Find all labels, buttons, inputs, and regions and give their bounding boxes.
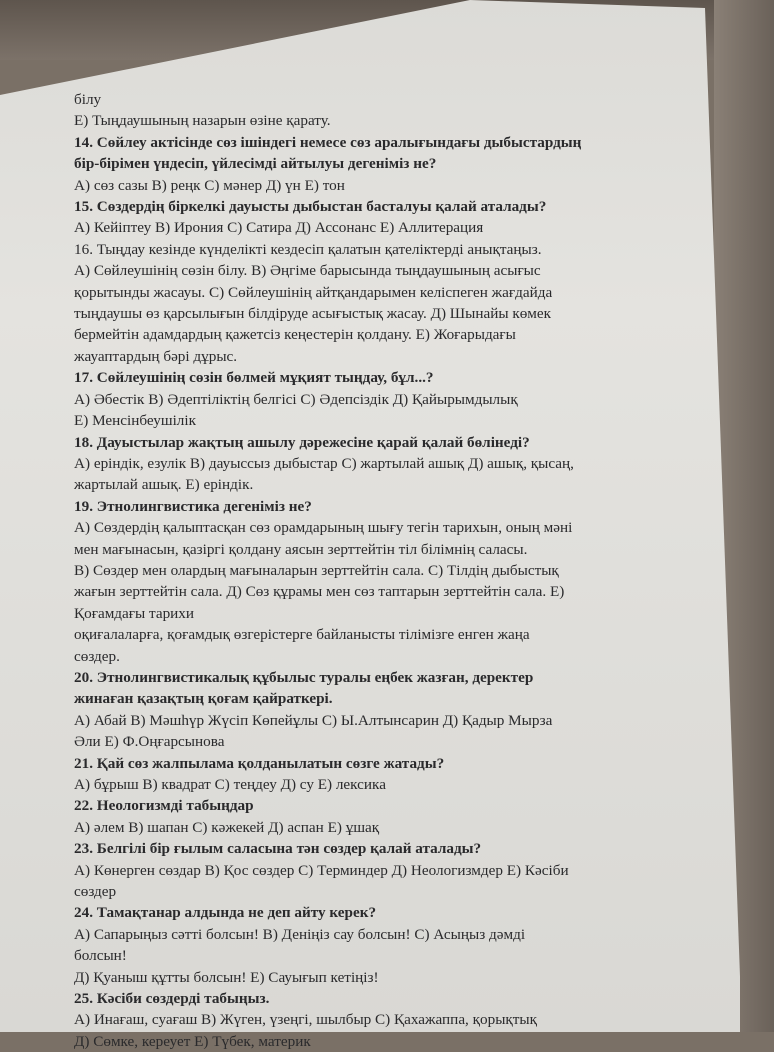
text-line: жартылай ашық. Е) еріндік. — [74, 476, 254, 494]
text-line: болсын! — [74, 947, 127, 965]
text-line: А) Сөздердің қалыптасқан сөз орамдарының шығу тегін тарихын, оның мәні — [74, 519, 573, 537]
text-line: А) Көнерген сөздар В) Қос сөздер С) Терминдер Д) Неологизмдер Е) Кәсіби — [74, 861, 569, 879]
text-line: Д) Сөмке, кереует Е) Түбек, материк — [74, 1032, 311, 1050]
text-line: В) Сөздер мен олардың мағыналарын зерттейтін сала. С) Тілдің дыбыстық — [74, 561, 559, 579]
text-line: А) Сөйлеушінің сөзін білу. В) Әңгіме барысында тыңдаушының асығыс — [74, 262, 541, 280]
text-line: бермейтін адамдардың қажетсіз кеңестерін қолдану. Е) Жоғарыдағы — [74, 326, 516, 344]
text-line: А) сөз сазы В) реңк С) мәнер Д) үн Е) тон — [74, 176, 345, 194]
question-line: 19. Этнолингвистика дегеніміз не? — [74, 497, 312, 515]
text-line: жауаптардың бәрі дұрыс. — [74, 347, 238, 365]
text-line: А) әлем В) шапан С) кәжекей Д) аспан Е) ұшақ — [74, 818, 380, 836]
text-line: сөздер — [74, 883, 117, 901]
text-line: А) бұрыш В) квадрат С) теңдеу Д) су Е) лексика — [74, 776, 386, 793]
text-line: қорытынды жасауы. С) Сөйлеушінің айтқандарымен келіспеген жағдайда — [74, 283, 553, 301]
question-line: 15. Сөздердің біркелкі дауысты дыбыстан басталуы қалай аталады? — [74, 198, 547, 216]
text-line: Д) Қуаныш құтты болсын! Е) Сауығып кетіңіз! — [74, 968, 379, 986]
document-text — [74, 89, 664, 1052]
text-line: А) Әбестік В) Әдептіліктің белгісі С) Әдепсіздік Д) Қайырымдылық — [74, 390, 518, 408]
question-line: 24. Тамақтанар алдында не деп айту керек? — [74, 904, 377, 922]
question-line: 20. Этнолингвистикалық құбылыс туралы еңбек жазған, деректер — [74, 668, 534, 686]
text-line: жағын зерттейтін сала. Д) Сөз құрамы мен сөз таптарын зерттейтін сала. Е) — [74, 583, 565, 601]
text-line: тыңдаушы өз қарсылығын білдіруде асығыстық жасау. Д) Шынайы көмек — [74, 305, 552, 323]
question-line: 18. Дауыстылар жақтың ашылу дәрежесіне қарай қалай бөлінеді? — [74, 433, 530, 451]
text-line: білу — [74, 91, 102, 108]
text-line: Е) Менсінбеушілік — [74, 412, 196, 430]
text-line: А) еріндік, езулік В) дауыссыз дыбыстар С) жартылай ашық Д) ашық, қысаң, — [74, 454, 574, 472]
question-line: жинаған қазақтың қоғам қайраткері. — [74, 690, 333, 708]
question-line: 23. Белгілі бір ғылым саласына тән сөздер қалай аталады? — [74, 840, 482, 858]
text-line: А) Инағаш, суағаш В) Жүген, үзеңгі, шылбыр С) Қахажаппа, қорықтық — [74, 1011, 538, 1029]
question-line: 21. Қай сөз жалпылама қолданылатын сөзге жатады? — [74, 754, 445, 772]
text-line: сөздер. — [74, 647, 120, 665]
text-line: Қоғамдағы тарихи — [74, 604, 195, 622]
question-line: 25. Кәсіби сөздерді табыңыз. — [74, 990, 270, 1008]
question-line: бір-бірімен үндесіп, үйлесімді айтылуы дегеніміз не? — [74, 155, 437, 173]
text-line: А) Сапарыңыз сәтті болсын! В) Деніңіз сау болсын! С) Асыңыз дәмді — [74, 925, 526, 943]
text-line: Е) Тыңдаушының назарын өзіне қарату. — [74, 112, 331, 130]
question-line: 14. Сөйлеу актісінде сөз ішіндегі немесе сөз аралығындағы дыбыстардың — [74, 133, 582, 151]
text-line: оқиғалаларға, қоғамдық өзгерістерге байланысты тілімізге енген жаңа — [74, 626, 530, 644]
question-line: 22. Неологизмді табыңдар — [74, 797, 254, 815]
text-line: мен мағынасын, қазіргі қолдану аясын зерттейтін тіл білімнің саласы. — [74, 540, 528, 558]
text-line: А) Кейіптеу В) Ирония С) Сатира Д) Ассонанс Е) Аллитерация — [74, 219, 484, 237]
text-line: Әли Е) Ф.Оңғарсынова — [74, 733, 225, 751]
question-line: 17. Сөйлеушінің сөзін бөлмей мұқият тыңдау, бұл...? — [74, 369, 434, 387]
text-line: 16. Тыңдау кезінде күнделікті кездесіп қалатын қателіктерді анықтаңыз. — [74, 240, 542, 258]
text-line: А) Абай В) Мәшһүр Жүсіп Көпейұлы С) Ы.Алтынсарин Д) Қадыр Мырза — [74, 711, 553, 729]
